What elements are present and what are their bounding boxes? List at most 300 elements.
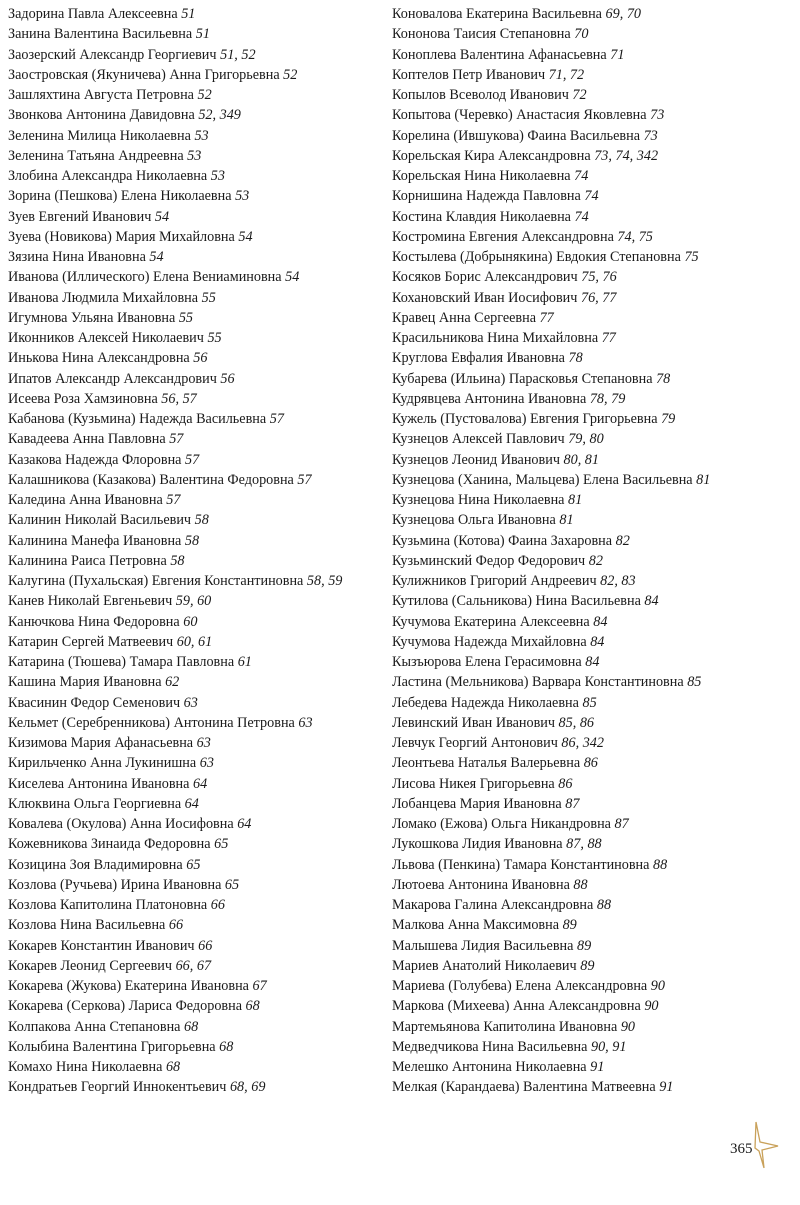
entry-name: Кузьминский Федор Федорович xyxy=(392,552,586,569)
index-entry xyxy=(392,531,792,551)
entry-name: Лебедева Надежда Николаевна xyxy=(392,694,579,711)
entry-pages: 64 xyxy=(193,775,208,792)
entry-pages: 89 xyxy=(562,917,577,934)
entry-name: Мелкая (Карандаева) Валентина Матвеевна xyxy=(392,1079,656,1096)
entry-name: Макарова Галина Александровна xyxy=(392,897,594,913)
index-entry xyxy=(392,936,792,956)
entry-pages: 60, 61 xyxy=(176,633,213,650)
index-entry xyxy=(8,470,388,490)
entry-pages: 56 xyxy=(193,350,208,367)
entry-pages: 51 xyxy=(195,26,210,43)
index-entry xyxy=(8,855,388,875)
entry-pages: 51, 52 xyxy=(220,46,256,63)
entry-pages: 63 xyxy=(199,755,214,772)
entry-name: Каледина Анна Ивановна xyxy=(8,492,163,508)
index-entry xyxy=(8,531,388,551)
index-entry xyxy=(392,915,792,935)
index-entry xyxy=(8,247,388,267)
index-entry xyxy=(8,632,388,652)
index-entry xyxy=(8,490,388,510)
index-entry xyxy=(8,409,388,429)
index-entry xyxy=(392,794,792,814)
entry-pages: 90 xyxy=(620,1018,635,1035)
entry-name: Иконников Алексей Николаевич xyxy=(8,330,204,346)
entry-name: Кохановский Иван Иосифович xyxy=(392,289,578,306)
entry-pages: 68 xyxy=(165,1059,181,1075)
entry-pages: 51 xyxy=(181,6,196,22)
entry-pages: 53 xyxy=(235,188,250,205)
index-entry xyxy=(392,348,792,368)
index-entry xyxy=(8,996,388,1016)
entry-pages: 74 xyxy=(584,188,599,205)
entry-name: Кузнецова (Ханина, Мальцева) Елена Васильевна xyxy=(392,471,693,488)
entry-name: Калинин Николай Васильевич xyxy=(8,512,192,529)
index-entry xyxy=(392,267,792,287)
index-entry xyxy=(8,774,388,794)
index-entry xyxy=(392,288,792,308)
entry-pages: 68 xyxy=(219,1038,234,1055)
entry-pages: 90 xyxy=(650,978,665,994)
entry-name: Кучумова Екатерина Алексеевна xyxy=(392,613,590,630)
index-entry xyxy=(392,24,792,44)
entry-pages: 56, 57 xyxy=(161,390,197,407)
entry-name: Кузьмина (Котова) Фаина Захаровна xyxy=(392,532,613,549)
entry-name: Львова (Пенкина) Тамара Константиновна xyxy=(392,856,650,873)
entry-name: Коновалова Екатерина Васильевна xyxy=(392,6,602,22)
index-entry xyxy=(392,490,792,510)
entry-name: Канючкова Нина Федоровна xyxy=(8,613,180,630)
index-entry xyxy=(8,267,388,287)
entry-name: Корнишина Надежда Павловна xyxy=(392,188,581,205)
entry-name: Ипатов Александр Александрович xyxy=(8,370,217,387)
entry-name: Кабанова (Кузьмина) Надежда Васильевна xyxy=(8,411,267,427)
entry-name: Кокарев Константин Иванович xyxy=(8,937,195,954)
entry-pages: 74 xyxy=(574,168,589,184)
entry-pages: 65 xyxy=(214,836,229,853)
index-entry xyxy=(392,409,792,429)
entry-pages: 53 xyxy=(210,168,225,184)
index-entry xyxy=(8,227,388,247)
entry-name: Заозерский Александр Георгиевич xyxy=(8,46,217,63)
entry-pages: 78, 79 xyxy=(589,390,626,407)
index-entry xyxy=(392,591,792,611)
index-entry xyxy=(392,1017,792,1037)
entry-name: Киселева Антонина Ивановна xyxy=(8,775,190,792)
entry-pages: 86 xyxy=(583,755,598,772)
entry-pages: 74, 75 xyxy=(617,228,653,245)
index-column-left xyxy=(8,4,388,1098)
index-entry xyxy=(8,1037,388,1057)
entry-pages: 77 xyxy=(539,309,554,326)
entry-pages: 64 xyxy=(237,816,252,832)
index-entry xyxy=(392,895,792,915)
index-entry xyxy=(8,389,388,409)
index-entry xyxy=(8,450,388,470)
entry-name: Ломако (Ежова) Ольга Никандровна xyxy=(392,816,611,832)
index-entry xyxy=(392,713,792,733)
entry-pages: 54 xyxy=(285,269,300,286)
entry-name: Медведчикова Нина Васильевна xyxy=(392,1038,588,1055)
entry-pages: 91 xyxy=(590,1059,605,1075)
entry-name: Игумнова Ульяна Ивановна xyxy=(8,309,176,326)
entry-name: Зуев Евгений Иванович xyxy=(8,208,152,225)
entry-pages: 76, 77 xyxy=(580,289,617,306)
entry-pages: 66 xyxy=(168,917,184,934)
entry-pages: 65 xyxy=(186,856,201,873)
entry-pages: 88 xyxy=(596,897,612,913)
entry-pages: 85, 86 xyxy=(558,714,595,731)
entry-pages: 82, 83 xyxy=(600,573,636,589)
index-entry xyxy=(8,895,388,915)
index-entry xyxy=(392,834,792,854)
entry-pages: 68 xyxy=(184,1018,199,1035)
entry-name: Кавадеева Анна Павловна xyxy=(8,431,166,448)
entry-name: Коноплева Валентина Афанасьевна xyxy=(392,46,607,63)
entry-pages: 81 xyxy=(559,512,574,529)
entry-pages: 68 xyxy=(245,998,260,1015)
entry-name: Мартемьянова Капитолина Ивановна xyxy=(392,1018,618,1035)
entry-name: Левинский Иван Иванович xyxy=(392,714,555,731)
entry-pages: 78 xyxy=(568,350,583,367)
entry-name: Красильникова Нина Михайловна xyxy=(392,330,599,346)
index-entry xyxy=(8,65,388,85)
index-entry xyxy=(392,632,792,652)
index-entry xyxy=(8,652,388,672)
entry-name: Мариева (Голубева) Елена Александровна xyxy=(392,978,648,994)
index-entry xyxy=(8,348,388,368)
index-entry xyxy=(392,186,792,206)
entry-pages: 84 xyxy=(590,633,605,650)
entry-pages: 73 xyxy=(650,107,665,124)
entry-name: Кузнецова Нина Николаевна xyxy=(392,492,565,508)
index-entry xyxy=(8,328,388,348)
entry-pages: 79, 80 xyxy=(568,431,604,448)
entry-name: Кучумова Надежда Михайловна xyxy=(392,633,587,650)
entry-name: Инькова Нина Александровна xyxy=(8,350,190,367)
entry-name: Копылов Всеволод Иванович xyxy=(392,87,569,103)
entry-pages: 90 xyxy=(644,998,659,1015)
index-entry xyxy=(8,4,388,24)
index-entry xyxy=(8,24,388,44)
entry-name: Мариев Анатолий Николаевич xyxy=(392,957,577,974)
index-entry xyxy=(8,207,388,227)
index-entry xyxy=(392,1057,792,1077)
entry-pages: 63 xyxy=(298,714,313,731)
index-entry xyxy=(392,551,792,571)
entry-pages: 66 xyxy=(198,937,213,954)
entry-pages: 89 xyxy=(576,937,592,954)
entry-pages: 79 xyxy=(661,411,676,427)
index-entry xyxy=(392,207,792,227)
entry-pages: 55 xyxy=(201,289,216,306)
index-entry xyxy=(392,753,792,773)
index-entry xyxy=(392,693,792,713)
index-entry xyxy=(392,612,792,632)
index-entry xyxy=(8,753,388,773)
entry-name: Задорина Павла Алексеевна xyxy=(8,6,178,22)
entry-name: Исеева Роза Хамзиновна xyxy=(8,390,158,407)
entry-name: Кужель (Пустовалова) Евгения Григорьевна xyxy=(392,411,658,427)
entry-name: Квасинин Федор Семенович xyxy=(8,694,181,711)
entry-pages: 63 xyxy=(183,694,198,711)
index-entry xyxy=(392,875,792,895)
index-entry xyxy=(8,146,388,166)
index-entry xyxy=(8,875,388,895)
entry-name: Зязина Нина Ивановна xyxy=(8,249,146,265)
entry-name: Ластина (Мельникова) Варвара Константиновна xyxy=(392,674,684,691)
entry-name: Козлова (Ручьева) Ирина Ивановна xyxy=(8,876,222,893)
entry-name: Колыбина Валентина Григорьевна xyxy=(8,1038,216,1055)
entry-name: Кондратьев Георгий Иннокентьевич xyxy=(8,1079,227,1096)
entry-pages: 52, 349 xyxy=(198,107,241,124)
index-entry xyxy=(392,308,792,328)
entry-name: Кокарев Леонид Сергеевич xyxy=(8,957,173,974)
entry-pages: 62 xyxy=(165,674,180,691)
entry-pages: 63 xyxy=(196,735,211,751)
entry-name: Зорина (Пешкова) Елена Николаевна xyxy=(8,188,232,205)
index-entry xyxy=(392,166,792,186)
entry-name: Корелина (Ившукова) Фаина Васильевна xyxy=(392,127,641,144)
entry-pages: 75 xyxy=(684,249,699,265)
entry-name: Костина Клавдия Николаевна xyxy=(392,208,571,225)
index-entry xyxy=(8,733,388,753)
entry-pages: 71 xyxy=(610,46,625,63)
entry-pages: 58 xyxy=(170,552,185,569)
entry-name: Злобина Александра Николаевна xyxy=(8,168,208,184)
entry-name: Мелешко Антонина Николаевна xyxy=(392,1059,587,1075)
entry-pages: 59, 60 xyxy=(175,593,212,610)
entry-pages: 57 xyxy=(166,492,181,508)
entry-name: Кузнецов Алексей Павлович xyxy=(392,431,565,448)
entry-pages: 88 xyxy=(573,876,588,893)
entry-pages: 57 xyxy=(269,411,284,427)
entry-name: Леонтьева Наталья Валерьевна xyxy=(392,755,581,772)
index-entry xyxy=(392,4,792,24)
entry-name: Калугина (Пухальская) Евгения Константиновна xyxy=(8,573,304,589)
index-entry xyxy=(8,429,388,449)
entry-name: Кизимова Мария Афанасьевна xyxy=(8,735,194,751)
entry-name: Звонкова Антонина Давидовна xyxy=(8,107,195,124)
entry-pages: 52 xyxy=(197,87,212,103)
entry-name: Кожевникова Зинаида Федоровна xyxy=(8,836,211,853)
entry-pages: 90, 91 xyxy=(590,1038,627,1055)
entry-name: Корельская Кира Александровна xyxy=(392,147,591,164)
index-entry xyxy=(392,328,792,348)
entry-name: Зуева (Новикова) Мария Михайловна xyxy=(8,228,235,245)
entry-pages: 88 xyxy=(653,856,668,873)
index-entry xyxy=(8,936,388,956)
entry-pages: 58, 59 xyxy=(306,573,343,589)
entry-name: Лютоева Антонина Ивановна xyxy=(392,876,570,893)
index-entry xyxy=(8,794,388,814)
entry-name: Костылева (Добрынякина) Евдокия Степановна xyxy=(392,249,681,265)
entry-pages: 66 xyxy=(210,897,225,913)
index-entry xyxy=(8,693,388,713)
entry-pages: 81 xyxy=(568,492,583,508)
entry-pages: 80, 81 xyxy=(563,451,599,468)
entry-name: Круглова Евфалия Ивановна xyxy=(392,350,565,367)
entry-pages: 56 xyxy=(220,370,235,387)
entry-name: Лобанцева Мария Ивановна xyxy=(392,795,562,812)
entry-pages: 87 xyxy=(565,795,580,812)
entry-name: Зеленина Татьяна Андреевна xyxy=(8,147,184,164)
entry-name: Колпакова Анна Степановна xyxy=(8,1018,181,1035)
entry-pages: 73 xyxy=(643,127,658,144)
entry-pages: 54 xyxy=(238,228,253,245)
entry-pages: 70 xyxy=(574,26,589,43)
index-entry xyxy=(8,1057,388,1077)
index-entry xyxy=(8,814,388,834)
page-number: 365 xyxy=(730,1141,753,1157)
entry-pages: 58 xyxy=(194,512,209,529)
index-entry xyxy=(392,976,792,996)
index-entry xyxy=(8,956,388,976)
entry-name: Козицина Зоя Владимировна xyxy=(8,856,183,873)
entry-pages: 61 xyxy=(237,654,252,670)
entry-name: Калинина Раиса Петровна xyxy=(8,552,167,569)
entry-name: Кубарева (Ильина) Парасковья Степановна xyxy=(392,370,653,387)
entry-name: Кузнецова Ольга Ивановна xyxy=(392,512,556,529)
entry-name: Казакова Надежда Флоровна xyxy=(8,451,182,468)
entry-pages: 81 xyxy=(696,471,711,488)
index-entry xyxy=(8,612,388,632)
entry-name: Ковалева (Окулова) Анна Иосифовна xyxy=(8,816,234,832)
index-entry xyxy=(392,45,792,65)
entry-pages: 78 xyxy=(656,370,671,387)
entry-name: Калашникова (Казакова) Валентина Федоровна xyxy=(8,471,294,488)
entry-pages: 84 xyxy=(644,593,659,610)
index-entry xyxy=(392,389,792,409)
entry-pages: 53 xyxy=(194,127,209,144)
entry-name: Кузнецов Леонид Иванович xyxy=(392,451,560,468)
entry-name: Заостровская (Якуничева) Анна Григорьевна xyxy=(8,66,280,83)
entry-name: Маркова (Михеева) Анна Александровна xyxy=(392,998,641,1015)
index-entry xyxy=(392,1037,792,1057)
index-entry xyxy=(8,915,388,935)
entry-name: Комахо Нина Николаевна xyxy=(8,1059,163,1075)
entry-name: Лукошкова Лидия Ивановна xyxy=(392,836,563,853)
entry-pages: 75, 76 xyxy=(581,269,617,286)
index-entry xyxy=(8,1077,388,1097)
entry-pages: 91 xyxy=(659,1079,674,1096)
index-entry xyxy=(8,308,388,328)
index-entry xyxy=(392,672,792,692)
entry-name: Катарина (Тюшева) Тамара Павловна xyxy=(8,654,235,670)
entry-name: Косяков Борис Александрович xyxy=(392,269,578,286)
index-entry xyxy=(8,571,388,591)
entry-pages: 77 xyxy=(601,330,616,346)
entry-name: Иванова (Иллического) Елена Вениаминовна xyxy=(8,269,282,286)
entry-pages: 71, 72 xyxy=(548,66,585,83)
entry-name: Кирильченко Анна Лукинишна xyxy=(8,755,197,772)
entry-name: Козлова Нина Васильевна xyxy=(8,917,166,934)
entry-name: Левчук Георгий Антонович xyxy=(392,735,558,751)
entry-pages: 73, 74, 342 xyxy=(594,147,659,164)
entry-name: Малкова Анна Максимовна xyxy=(392,917,560,934)
entry-pages: 74 xyxy=(574,208,589,225)
index-entry xyxy=(8,510,388,530)
index-entry xyxy=(8,288,388,308)
index-entry xyxy=(8,713,388,733)
entry-pages: 58 xyxy=(184,532,200,549)
entry-pages: 57 xyxy=(185,451,200,468)
entry-name: Кызъюрова Елена Герасимовна xyxy=(392,654,582,670)
entry-name: Кравец Анна Сергеевна xyxy=(392,309,537,326)
entry-name: Канев Николай Евгеньевич xyxy=(8,593,173,610)
entry-pages: 87, 88 xyxy=(566,836,602,853)
index-entry xyxy=(8,551,388,571)
entry-pages: 85 xyxy=(687,674,702,691)
entry-pages: 57 xyxy=(297,471,312,488)
index-entry xyxy=(392,652,792,672)
index-entry xyxy=(392,227,792,247)
entry-name: Кутилова (Сальникова) Нина Васильевна xyxy=(392,593,641,610)
entry-name: Копытова (Черевко) Анастасия Яковлевна xyxy=(392,107,647,124)
page-footer xyxy=(722,1120,782,1170)
entry-name: Иванова Людмила Михайловна xyxy=(8,289,199,306)
index-entry xyxy=(392,126,792,146)
entry-pages: 86 xyxy=(558,775,573,792)
entry-name: Зашляхтина Августа Петровна xyxy=(8,87,194,103)
entry-pages: 66, 67 xyxy=(175,957,212,974)
index-entry xyxy=(8,591,388,611)
entry-name: Корельская Нина Николаевна xyxy=(392,168,571,184)
index-entry xyxy=(8,1017,388,1037)
index-entry xyxy=(392,814,792,834)
index-entry xyxy=(392,996,792,1016)
index-entry xyxy=(392,855,792,875)
entry-pages: 67 xyxy=(252,978,267,994)
index-entry xyxy=(392,774,792,794)
entry-pages: 53 xyxy=(187,147,202,164)
entry-pages: 54 xyxy=(149,249,164,265)
entry-name: Лисова Никея Григорьевна xyxy=(392,775,555,792)
index-entry xyxy=(392,571,792,591)
index-entry xyxy=(8,166,388,186)
entry-pages: 68, 69 xyxy=(229,1079,266,1096)
index-entry xyxy=(8,85,388,105)
entry-name: Кокарева (Жукова) Екатерина Ивановна xyxy=(8,978,249,994)
entry-name: Кудрявцева Антонина Ивановна xyxy=(392,390,587,407)
entry-pages: 69, 70 xyxy=(605,6,641,22)
entry-name: Козлова Капитолина Платоновна xyxy=(8,897,208,913)
index-column-right xyxy=(392,4,792,1098)
index-entry xyxy=(392,470,792,490)
index-entry xyxy=(392,369,792,389)
index-entry xyxy=(392,450,792,470)
index-entry xyxy=(8,186,388,206)
index-entry xyxy=(8,672,388,692)
entry-pages: 57 xyxy=(169,431,184,448)
entry-pages: 82 xyxy=(615,532,630,549)
index-entry xyxy=(392,105,792,125)
entry-name: Малышева Лидия Васильевна xyxy=(392,937,574,954)
entry-name: Костромина Евгения Александровна xyxy=(392,228,614,245)
entry-pages: 85 xyxy=(582,694,597,711)
entry-name: Кулижников Григорий Андреевич xyxy=(392,573,597,589)
entry-pages: 60 xyxy=(183,613,198,630)
entry-name: Калинина Манефа Ивановна xyxy=(8,532,182,549)
entry-pages: 84 xyxy=(585,654,600,670)
entry-name: Коптелов Петр Иванович xyxy=(392,66,546,83)
entry-pages: 89 xyxy=(580,957,595,974)
index-entry xyxy=(392,247,792,267)
index-entry xyxy=(392,85,792,105)
index-entry xyxy=(392,733,792,753)
entry-name: Занина Валентина Васильевна xyxy=(8,26,193,43)
entry-pages: 52 xyxy=(283,66,298,83)
index-entry xyxy=(8,126,388,146)
